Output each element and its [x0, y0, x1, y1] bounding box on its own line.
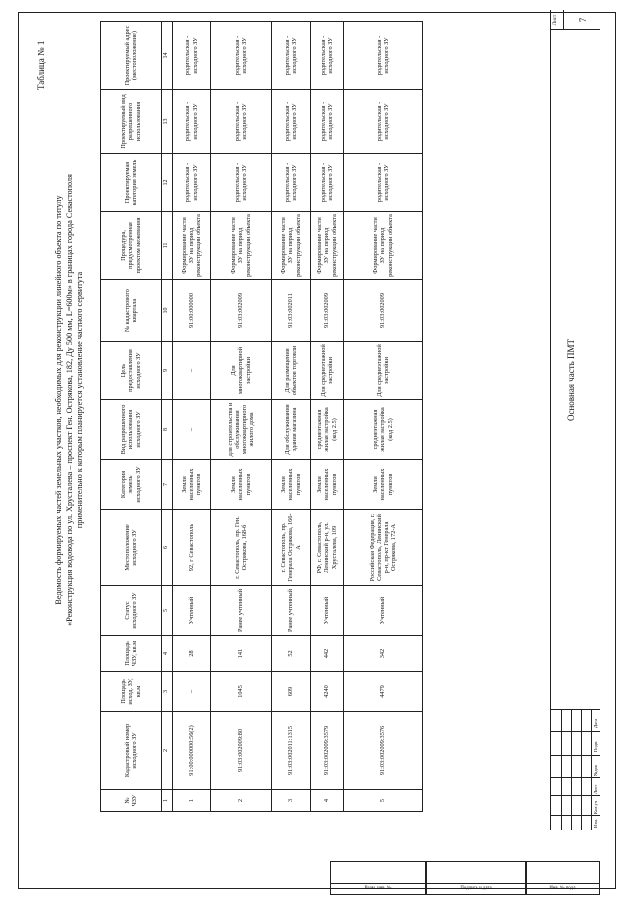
binding-margin — [0, 855, 600, 895]
sheet-label: Лист — [553, 14, 558, 26]
col-header: Категория земель исходного ЗУ — [101, 460, 162, 510]
table-cell: Формирование части ЗУ на период реконструкции объекта — [311, 212, 344, 280]
table-number: Таблица № 1 — [36, 40, 46, 90]
table-cell: 342 — [344, 636, 423, 672]
table-cell: 52 — [272, 636, 311, 672]
col-number: 3 — [162, 672, 173, 712]
col-number: 8 — [162, 400, 173, 460]
grid-line — [581, 710, 582, 830]
table-cell: родительская - исходного ЗУ — [211, 22, 272, 90]
table-cell: 28 — [173, 636, 211, 672]
table-cell: – — [173, 672, 211, 712]
table-cell: 5 — [344, 790, 423, 812]
col-number: 6 — [162, 510, 173, 586]
col-header: Местоположение исходного ЗУ — [101, 510, 162, 586]
col-number: 10 — [162, 280, 173, 342]
table-cell: 91:00:000000:56(2) — [173, 712, 211, 790]
table-cell: Учтенный — [173, 586, 211, 636]
stamp-label: Подп. — [593, 740, 598, 752]
table-cell: Для многоквартирной застройки — [211, 342, 272, 400]
table-cell: Ранее учтенный — [211, 586, 272, 636]
stamp-label: Изм. — [593, 818, 598, 828]
col-number: 5 — [162, 586, 173, 636]
table-cell: – — [173, 342, 211, 400]
revision-grid — [550, 709, 600, 830]
margin-box-replaced-inv — [330, 861, 426, 895]
rotated-sheet-container — [30, 10, 600, 830]
table-cell: родительская - исходного ЗУ — [311, 154, 344, 212]
table-cell: родительская - исходного ЗУ — [211, 90, 272, 154]
table-row — [272, 22, 311, 812]
table-cell: 92, г Севастополь — [173, 510, 211, 586]
grid-line — [563, 10, 564, 29]
landscape-sheet — [30, 10, 600, 830]
table-cell: г. Севастополь, пр. Генерала Острякова, 166-А — [272, 510, 311, 586]
col-number: 13 — [162, 90, 173, 154]
sheet-number: 7 — [578, 17, 588, 23]
table-cell: Земли населенных пунктов — [344, 460, 423, 510]
table-cell: 3 — [272, 790, 311, 812]
table-cell: 91:03:002009 — [311, 280, 344, 342]
col-header: Цель предоставления исходного ЗУ — [101, 342, 162, 400]
table-cell: Земли населенных пунктов — [272, 460, 311, 510]
header-row — [101, 22, 162, 812]
table-cell: Земли населенных пунктов — [311, 460, 344, 510]
grid-line — [571, 710, 572, 830]
table-cell: Учтенный — [344, 586, 423, 636]
table-cell: Для среднеэтажной застройки — [311, 342, 344, 400]
table-cell: родительская - исходного ЗУ — [173, 90, 211, 154]
table-cell: родительская - исходного ЗУ — [344, 154, 423, 212]
table-cell: родительская - исходного ЗУ — [272, 154, 311, 212]
table-cell: Формирование части ЗУ на период реконструкции объекта — [344, 212, 423, 280]
table-cell: родительская - исходного ЗУ — [311, 22, 344, 90]
col-number: 12 — [162, 154, 173, 212]
table-cell: среднеэтажная жилая застройка (код 2.5) — [344, 400, 423, 460]
table-cell: 91:03:002011:1315 — [272, 712, 311, 790]
heading-line-2: «Реконструкция водовода по ул. Хрусталева – проспект Ген. Острякова, 182, Ду 500 мм, L=600м» в границах города Севастополя — [64, 174, 74, 626]
table-cell: Учтенный — [311, 586, 344, 636]
table-cell: 91:03:002009:3579 — [311, 712, 344, 790]
table-cell: среднеэтажная жилая застройка (код 2.5) — [311, 400, 344, 460]
stamp-label: Лист — [593, 784, 598, 794]
margin-label: Взам. инв. № — [331, 883, 425, 894]
table-cell: 4 — [311, 790, 344, 812]
col-number: 4 — [162, 636, 173, 672]
margin-box-original-inv — [526, 861, 600, 895]
table-row — [344, 22, 423, 812]
table-cell: для строительства и обслуживания многоквартирного жилого дома — [211, 400, 272, 460]
table-row — [311, 22, 344, 812]
table-cell: 609 — [272, 672, 311, 712]
title-block — [550, 10, 600, 830]
table-cell: 141 — [211, 636, 272, 672]
table-cell: родительская - исходного ЗУ — [344, 22, 423, 90]
table-cell: 91:00:000000 — [173, 280, 211, 342]
table-cell: РФ, г. Севастополь, Ленинский р-н, ул. Хрусталева, 109 — [311, 510, 344, 586]
stamp-label: Дата — [593, 718, 598, 728]
col-header: Кадастровый номер исходного ЗУ — [101, 712, 162, 790]
col-header: № кадастрового квартала — [101, 280, 162, 342]
col-number: 7 — [162, 460, 173, 510]
heading-line-3: применительно к которым планируется установление частного сервитута — [75, 271, 84, 529]
col-header: Площадь исход. ЗУ, кв.м — [101, 672, 162, 712]
revision-labels — [591, 710, 600, 830]
table-cell: Земли населенных пунктов — [211, 460, 272, 510]
table-cell: родительская - исходного ЗУ — [173, 22, 211, 90]
section-title: Основная часть ПМТ — [566, 338, 576, 422]
col-header: № ЧЗУ — [101, 790, 162, 812]
table-cell: г. Севастополь, пр. Ген. Острякова, 168-б — [211, 510, 272, 586]
table-cell: Для обслуживания здания магазина — [272, 400, 311, 460]
table-cell: – — [173, 400, 211, 460]
land-parcels-table — [100, 21, 423, 812]
heading-line-1: Ведомость формируемых частей земельных участков, необходимых для реконструкции линейного объекта по титулу — [54, 195, 63, 605]
stamp-label: Кол.уч — [593, 800, 598, 814]
col-header: Проектируемая категория земель — [101, 154, 162, 212]
stamp-label: №док — [593, 764, 598, 776]
table-cell: родительская - исходного ЗУ — [272, 22, 311, 90]
table-row — [211, 22, 272, 812]
table-cell: 91:03:002009:80 — [211, 712, 272, 790]
table-cell: родительская - исходного ЗУ — [211, 154, 272, 212]
col-header: Проектируемый вид разрешенного использования — [101, 90, 162, 154]
table-row — [173, 22, 211, 812]
col-header: Статус исходного ЗУ — [101, 586, 162, 636]
table-cell: 1045 — [211, 672, 272, 712]
table-cell: родительская - исходного ЗУ — [173, 154, 211, 212]
table-cell: Формирование части ЗУ на период реконструкции объекта — [211, 212, 272, 280]
document-heading — [54, 10, 86, 790]
col-number: 2 — [162, 712, 173, 790]
col-header: Площадь ЧЗУ, кв.м — [101, 636, 162, 672]
col-header: Процедура, предусмотренная проектом межевания — [101, 212, 162, 280]
margin-label: Подпись и дата — [427, 883, 525, 894]
grid-line — [561, 710, 562, 830]
table-cell: 91:03:002009 — [211, 280, 272, 342]
table-cell: 91:03:002009 — [344, 280, 423, 342]
table-cell: 91:03:002009:3576 — [344, 712, 423, 790]
table-cell: Для размещения объектов торговли — [272, 342, 311, 400]
column-number-row — [162, 22, 173, 812]
margin-label: Инв. № подл. — [527, 883, 599, 894]
table-cell: 2 — [211, 790, 272, 812]
table-cell: родительская - исходного ЗУ — [344, 90, 423, 154]
table-cell: Формирование части ЗУ на период реконструкции объекта — [272, 212, 311, 280]
margin-box-signature-date — [426, 861, 526, 895]
table-cell: 1 — [173, 790, 211, 812]
col-number: 14 — [162, 22, 173, 90]
table-cell: родительская - исходного ЗУ — [311, 90, 344, 154]
col-number: 9 — [162, 342, 173, 400]
table-cell: Российская Федерация, г. Севастополь, Ленинский р-н, пр-кт Генерала Острякова, 172-А — [344, 510, 423, 586]
table-cell: 91:03:002011 — [272, 280, 311, 342]
table-cell: 4240 — [311, 672, 344, 712]
col-header: Проектируемый адрес (местоположение) — [101, 22, 162, 90]
col-number: 1 — [162, 790, 173, 812]
table-cell: 442 — [311, 636, 344, 672]
table-cell: родительская - исходного ЗУ — [272, 90, 311, 154]
table-cell: 4479 — [344, 672, 423, 712]
col-header: Вид разрешенного использования исходного ЗУ — [101, 400, 162, 460]
col-number: 11 — [162, 212, 173, 280]
table-cell: Ранее учтенный — [272, 586, 311, 636]
table-cell: Формирование части ЗУ на период реконструкции объекта — [173, 212, 211, 280]
table-cell: Земли населенных пунктов — [173, 460, 211, 510]
table-cell: Для среднеэтажной застройки — [344, 342, 423, 400]
